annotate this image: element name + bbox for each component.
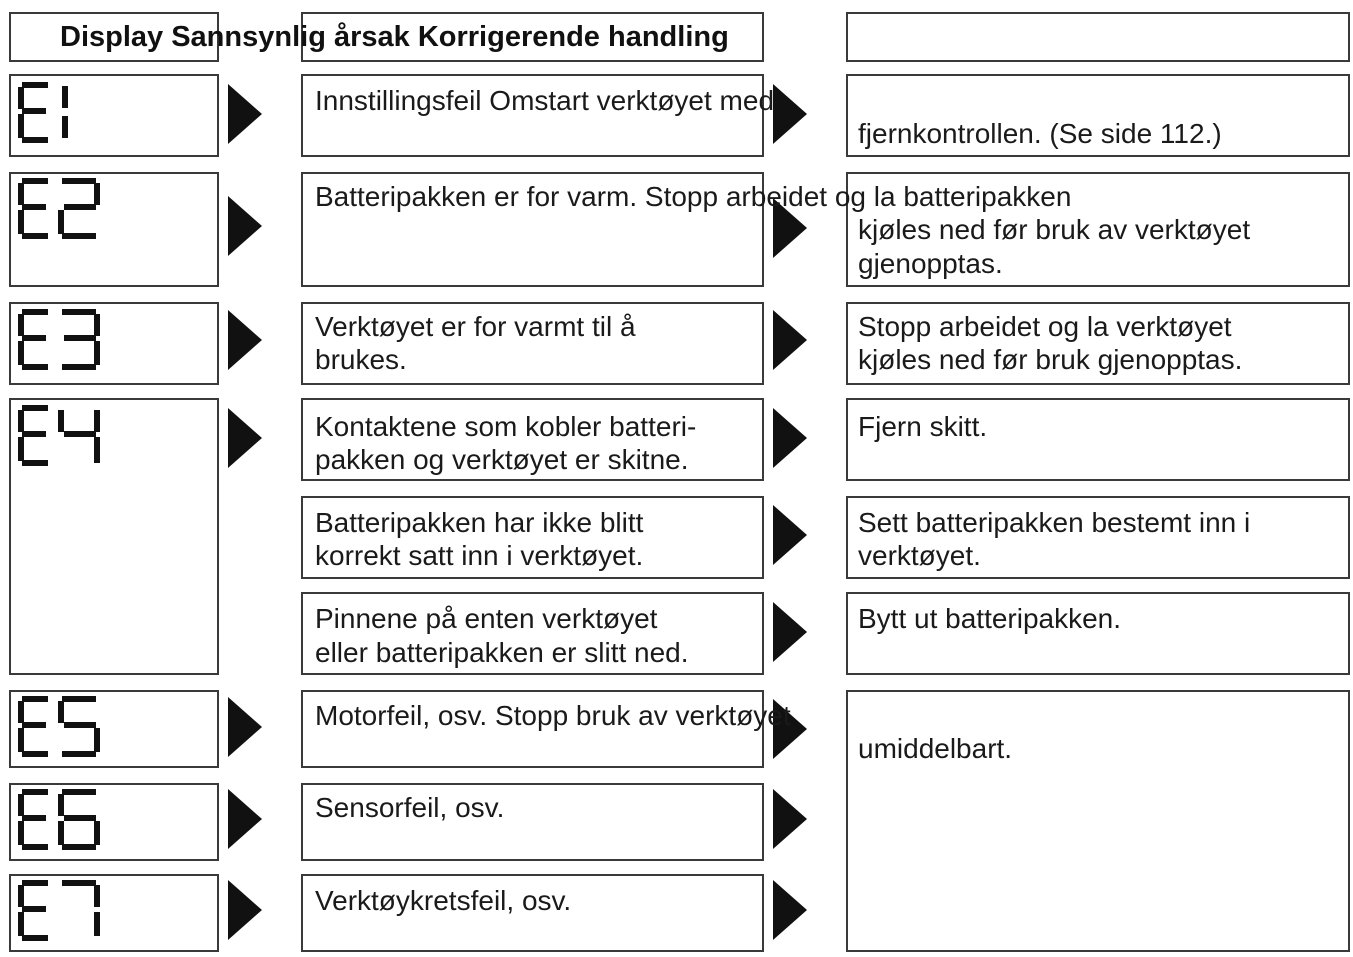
table-header-text: Display Sannsynlig årsak Korrigerende handling [60,21,729,53]
action-text-e2-line1: kjøles ned før bruk av verktøyet [858,214,1251,245]
action-text-e2-line2: gjenopptas. [858,248,1003,279]
arrow-right-icon [773,880,807,940]
action-text-e3-line2: kjøles ned før bruk gjenopptas. [858,344,1243,375]
arrow-right-icon [228,84,262,144]
action-text-e1: fjernkontrollen. (Se side 112.) [858,118,1222,149]
arrow-right-icon [773,602,807,662]
arrow-right-icon [228,196,262,256]
action-cell-e5-e7 [846,690,1350,952]
arrow-right-icon [228,697,262,757]
arrow-right-icon [228,408,262,468]
arrow-right-icon [228,789,262,849]
cause-text-e4b-line1: Batteripakken har ikke blitt [315,507,644,538]
seven-segment-e2-icon [18,178,108,240]
cause-text-e6: Sensorfeil, osv. [315,792,505,823]
cause-text-e5: Motorfeil, osv. Stopp bruk av verktøyet [315,700,791,731]
cause-text-e4b-line2: korrekt satt inn i verktøyet. [315,540,644,571]
cause-text-e3-line2: brukes. [315,344,407,375]
arrow-right-icon [773,310,807,370]
action-text-e4c: Bytt ut batteripakken. [858,603,1122,634]
cause-text-e4c-line1: Pinnene på enten verktøyet [315,603,658,634]
seven-segment-e7-icon [18,880,108,942]
cause-text-e4c-line2: eller batteripakken er slitt ned. [315,637,689,668]
cause-text-e2: Batteripakken er for varm. Stopp arbeidet og la batteripakken [315,181,1072,212]
action-text-e4a: Fjern skitt. [858,411,988,442]
cause-text-e1: Innstillingsfeil Omstart verktøyet med [315,85,775,116]
arrow-right-icon [773,84,807,144]
action-text-e3-line1: Stopp arbeidet og la verktøyet [858,311,1232,342]
seven-segment-e6-icon [18,789,108,851]
seven-segment-e3-icon [18,309,108,371]
arrow-right-icon [228,310,262,370]
arrow-right-icon [773,408,807,468]
action-text-e4b-line1: Sett batteripakken bestemt inn i [858,507,1251,538]
cause-text-e3-line1: Verktøyet er for varmt til å [315,311,636,342]
cause-text-e4a-line2: pakken og verktøyet er skitne. [315,444,689,475]
action-text-e5-e7: umiddelbart. [858,733,1013,764]
seven-segment-e4-icon [18,405,108,467]
arrow-right-icon [773,505,807,565]
seven-segment-e5-icon [18,696,108,758]
cause-text-e7: Verktøykretsfeil, osv. [315,885,572,916]
cause-text-e4a-line1: Kontaktene som kobler batteri- [315,411,697,442]
seven-segment-e1-icon [18,82,108,144]
header-action-cell [846,12,1350,62]
arrow-right-icon [228,880,262,940]
arrow-right-icon [773,789,807,849]
action-text-e4b-line2: verktøyet. [858,540,981,571]
